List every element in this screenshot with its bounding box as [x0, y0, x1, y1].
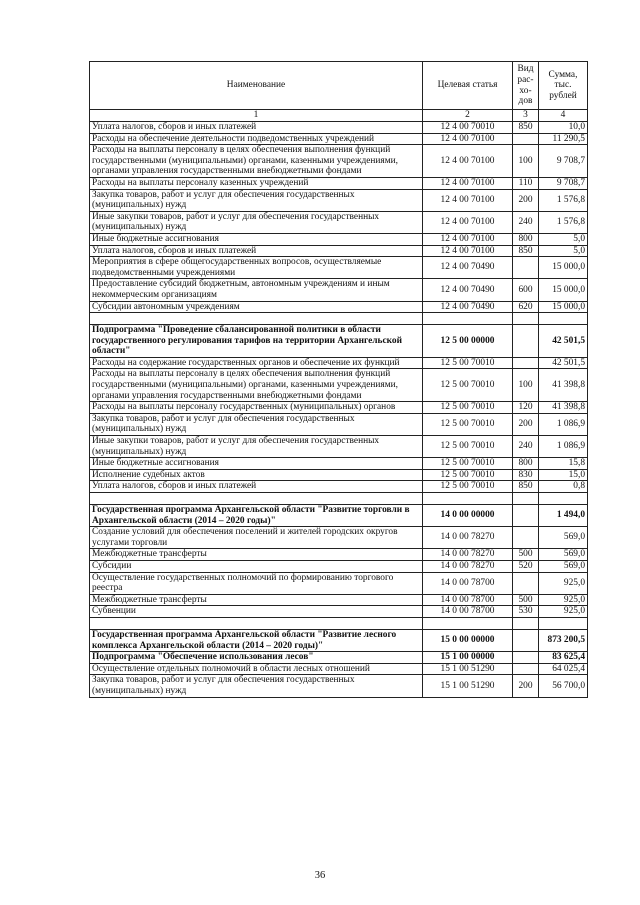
row-amount: 925,0 — [539, 572, 588, 594]
table-row — [90, 133, 588, 145]
row-code: 12 4 00 70490 — [423, 279, 513, 301]
row-name: Предоставление субсидий бюджетным, автономным учреждениям и иным некоммерческим организациям — [90, 279, 423, 301]
row-amount — [539, 617, 588, 629]
table-row — [90, 233, 588, 245]
row-amount: 15 000,0 — [539, 301, 588, 313]
table-row — [90, 189, 588, 211]
row-code: 14 0 00 78700 — [423, 606, 513, 618]
row-code: 12 5 00 70010 — [423, 413, 513, 435]
row-code: 15 0 00 00000 — [423, 629, 513, 651]
row-amount: 569,0 — [539, 549, 588, 561]
row-type: 520 — [513, 560, 539, 572]
row-type — [513, 505, 539, 527]
row-name: Подпрограмма "Обеспечение использования лесов" — [90, 652, 423, 664]
table-row — [90, 211, 588, 233]
row-amount: 1 086,9 — [539, 413, 588, 435]
row-type: 200 — [513, 189, 539, 211]
row-amount: 9 708,7 — [539, 177, 588, 189]
table-row — [90, 652, 588, 664]
row-code: 14 0 00 78700 — [423, 572, 513, 594]
row-type: 500 — [513, 549, 539, 561]
row-type: 240 — [513, 211, 539, 233]
row-code: 14 0 00 78270 — [423, 560, 513, 572]
row-type: 200 — [513, 675, 539, 697]
row-code: 12 5 00 70010 — [423, 357, 513, 369]
row-amount: 42 501,5 — [539, 357, 588, 369]
row-amount: 5,0 — [539, 245, 588, 257]
row-type — [513, 617, 539, 629]
row-name: Иные закупки товаров, работ и услуг для обеспечения государственных (муниципальных) нужд — [90, 436, 423, 458]
row-amount — [539, 313, 588, 325]
row-code: 12 5 00 70010 — [423, 481, 513, 493]
row-name: Расходы на выплаты персоналу государственных (муниципальных) органов — [90, 402, 423, 414]
column-number: 1 — [90, 110, 423, 122]
row-amount: 41 398,8 — [539, 369, 588, 402]
row-type — [513, 357, 539, 369]
row-code: 14 0 00 78270 — [423, 527, 513, 549]
table-row — [90, 257, 588, 279]
header-name: Наименование — [90, 62, 423, 110]
row-name: Иные бюджетные ассигнования — [90, 458, 423, 470]
spacer-row — [90, 493, 588, 505]
row-type: 240 — [513, 436, 539, 458]
row-code — [423, 493, 513, 505]
row-code: 12 4 00 70490 — [423, 301, 513, 313]
row-code: 15 1 00 00000 — [423, 652, 513, 664]
header-article: Целевая статья — [423, 62, 513, 110]
row-code: 12 5 00 70010 — [423, 458, 513, 470]
row-code: 12 4 00 70100 — [423, 245, 513, 257]
row-type: 830 — [513, 469, 539, 481]
row-name — [90, 617, 423, 629]
row-type: 530 — [513, 606, 539, 618]
table-row — [90, 560, 588, 572]
row-code: 14 0 00 78270 — [423, 549, 513, 561]
row-type: 850 — [513, 481, 539, 493]
row-name: Закупка товаров, работ и услуг для обеспечения государственных (муниципальных) нужд — [90, 675, 423, 697]
table-row — [90, 629, 588, 651]
row-code: 12 4 00 70100 — [423, 211, 513, 233]
header-sum: Сумма, тыс. рублей — [539, 62, 588, 110]
row-name: Расходы на обеспечение деятельности подведомственных учреждений — [90, 133, 423, 145]
row-code: 12 4 00 70100 — [423, 133, 513, 145]
row-name: Субсидии автономным учреждениям — [90, 301, 423, 313]
row-code: 12 5 00 70010 — [423, 469, 513, 481]
row-name: Субсидии — [90, 560, 423, 572]
row-type: 200 — [513, 413, 539, 435]
column-number: 3 — [513, 110, 539, 122]
row-amount: 1 576,8 — [539, 189, 588, 211]
row-type — [513, 133, 539, 145]
row-amount: 0,8 — [539, 481, 588, 493]
row-type: 500 — [513, 594, 539, 606]
row-name: Государственная программа Архангельской области "Развитие лесного комплекса Архангельской области (2014 – 2020 годы)" — [90, 629, 423, 651]
row-amount: 11 290,5 — [539, 133, 588, 145]
row-name: Исполнение судебных актов — [90, 469, 423, 481]
row-name: Уплата налогов, сборов и иных платежей — [90, 122, 423, 134]
row-type — [513, 325, 539, 358]
column-number: 4 — [539, 110, 588, 122]
table-row — [90, 177, 588, 189]
table-row — [90, 606, 588, 618]
spacer-row — [90, 313, 588, 325]
table-row — [90, 594, 588, 606]
row-name: Подпрограмма "Проведение сбалансированной политики в области государственного регулирования тарифов на территории Архангельской области" — [90, 325, 423, 358]
table-row — [90, 369, 588, 402]
table-row — [90, 357, 588, 369]
row-amount: 569,0 — [539, 527, 588, 549]
row-code: 12 4 00 70100 — [423, 233, 513, 245]
row-code: 14 0 00 00000 — [423, 505, 513, 527]
table-row — [90, 572, 588, 594]
row-name: Расходы на содержание государственных органов и обеспечение их функций — [90, 357, 423, 369]
row-name: Межбюджетные трансферты — [90, 549, 423, 561]
table-header-row — [90, 62, 588, 110]
row-code: 12 4 00 70490 — [423, 257, 513, 279]
row-name: Иные бюджетные ассигнования — [90, 233, 423, 245]
row-code — [423, 617, 513, 629]
row-type — [513, 493, 539, 505]
table-row — [90, 458, 588, 470]
row-type: 800 — [513, 458, 539, 470]
row-type: 850 — [513, 122, 539, 134]
row-name: Субвенции — [90, 606, 423, 618]
row-type — [513, 663, 539, 675]
row-amount — [539, 493, 588, 505]
row-type — [513, 652, 539, 664]
row-amount: 10,0 — [539, 122, 588, 134]
table-row — [90, 436, 588, 458]
row-amount: 925,0 — [539, 594, 588, 606]
row-type — [513, 527, 539, 549]
row-code: 12 4 00 70100 — [423, 189, 513, 211]
table-row — [90, 663, 588, 675]
row-type — [513, 313, 539, 325]
row-amount: 5,0 — [539, 233, 588, 245]
table-row — [90, 549, 588, 561]
row-amount: 64 025,4 — [539, 663, 588, 675]
row-type: 850 — [513, 245, 539, 257]
row-type: 800 — [513, 233, 539, 245]
row-type: 120 — [513, 402, 539, 414]
row-name — [90, 313, 423, 325]
row-type: 600 — [513, 279, 539, 301]
budget-table — [89, 61, 588, 698]
table-row — [90, 481, 588, 493]
table-row — [90, 245, 588, 257]
row-amount: 83 625,4 — [539, 652, 588, 664]
row-code: 15 1 00 51290 — [423, 675, 513, 697]
row-name: Создание условий для обеспечения поселений и жителей городских округов услугами торговли — [90, 527, 423, 549]
row-amount: 1 086,9 — [539, 436, 588, 458]
row-code: 12 4 00 70100 — [423, 145, 513, 178]
table-row — [90, 675, 588, 697]
row-code: 12 5 00 70010 — [423, 402, 513, 414]
row-code: 12 5 00 00000 — [423, 325, 513, 358]
row-amount: 15 000,0 — [539, 257, 588, 279]
table-row — [90, 402, 588, 414]
row-amount: 15 000,0 — [539, 279, 588, 301]
row-name: Уплата налогов, сборов и иных платежей — [90, 481, 423, 493]
row-type — [513, 572, 539, 594]
table-row — [90, 279, 588, 301]
column-number-row — [90, 110, 588, 122]
row-name: Закупка товаров, работ и услуг для обеспечения государственных (муниципальных) нужд — [90, 189, 423, 211]
table-row — [90, 145, 588, 178]
row-amount: 569,0 — [539, 560, 588, 572]
row-name: Осуществление отдельных полномочий в области лесных отношений — [90, 663, 423, 675]
row-type — [513, 629, 539, 651]
row-type: 100 — [513, 145, 539, 178]
row-code: 14 0 00 78700 — [423, 594, 513, 606]
row-code: 12 4 00 70010 — [423, 122, 513, 134]
table-row — [90, 325, 588, 358]
row-name: Иные закупки товаров, работ и услуг для обеспечения государственных (муниципальных) нужд — [90, 211, 423, 233]
table-row — [90, 122, 588, 134]
table-row — [90, 527, 588, 549]
table-row — [90, 469, 588, 481]
row-amount: 56 700,0 — [539, 675, 588, 697]
row-name: Расходы на выплаты персоналу в целях обеспечения выполнения функций государственными (муниципальными) органами, казенными учреждениями, органами управления государственными внебюджетными фондами — [90, 145, 423, 178]
row-name: Государственная программа Архангельской области "Развитие торговли в Архангельской области (2014 – 2020 годы)" — [90, 505, 423, 527]
row-name: Межбюджетные трансферты — [90, 594, 423, 606]
row-type: 620 — [513, 301, 539, 313]
row-name: Закупка товаров, работ и услуг для обеспечения государственных (муниципальных) нужд — [90, 413, 423, 435]
row-amount: 873 200,5 — [539, 629, 588, 651]
row-type: 110 — [513, 177, 539, 189]
table-body — [90, 122, 588, 698]
column-number: 2 — [423, 110, 513, 122]
row-code: 15 1 00 51290 — [423, 663, 513, 675]
row-amount: 9 708,7 — [539, 145, 588, 178]
table-row — [90, 505, 588, 527]
header-type: Вид рас- хо- дов — [513, 62, 539, 110]
table-row — [90, 413, 588, 435]
row-name — [90, 493, 423, 505]
row-name: Мероприятия в сфере общегосударственных вопросов, осуществляемые подведомственными учреждениями — [90, 257, 423, 279]
row-name: Расходы на выплаты персоналу казенных учреждений — [90, 177, 423, 189]
page-number: 36 — [314, 870, 326, 881]
row-amount: 15,0 — [539, 469, 588, 481]
row-amount: 42 501,5 — [539, 325, 588, 358]
row-amount: 41 398,8 — [539, 402, 588, 414]
table-row — [90, 301, 588, 313]
row-type — [513, 257, 539, 279]
row-amount: 15,8 — [539, 458, 588, 470]
row-code: 12 5 00 70010 — [423, 436, 513, 458]
row-code: 12 5 00 70010 — [423, 369, 513, 402]
row-type: 100 — [513, 369, 539, 402]
row-name: Уплата налогов, сборов и иных платежей — [90, 245, 423, 257]
row-amount: 1 494,0 — [539, 505, 588, 527]
spacer-row — [90, 617, 588, 629]
row-amount: 925,0 — [539, 606, 588, 618]
row-name: Расходы на выплаты персоналу в целях обеспечения выполнения функций государственными (муниципальными) органами, казенными учреждениями, органами управления государственными внебюджетными фондами — [90, 369, 423, 402]
row-name: Осуществление государственных полномочий по формированию торгового реестра — [90, 572, 423, 594]
row-code — [423, 313, 513, 325]
row-amount: 1 576,8 — [539, 211, 588, 233]
row-code: 12 4 00 70100 — [423, 177, 513, 189]
